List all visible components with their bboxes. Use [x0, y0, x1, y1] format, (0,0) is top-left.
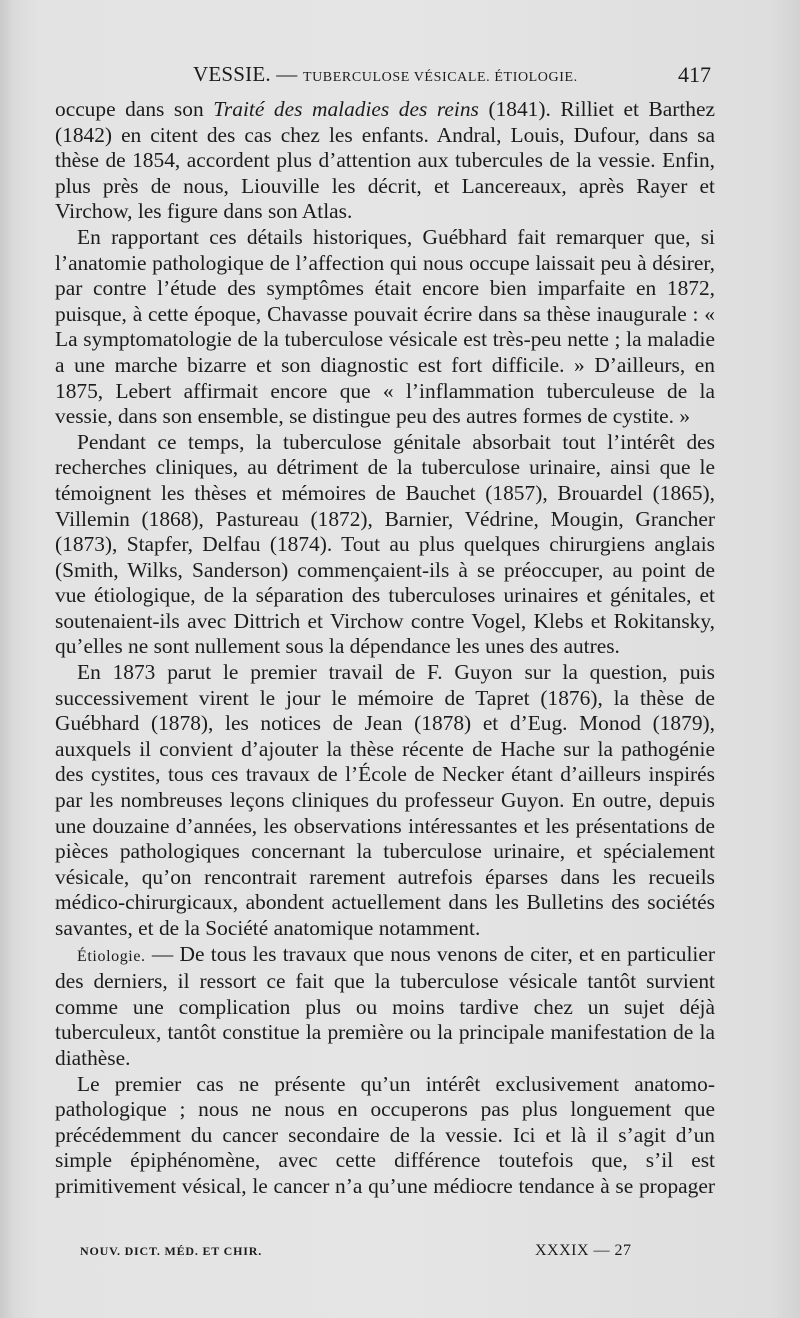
paragraph-3: Pendant ce temps, la tuberculose génitale absorbait tout l’intérêt des recherches cliniques, au détriment de la tuberculose urinaire, ainsi que le témoignent les thèses et mémoires de Bauchet (1857), Brouardel (1865), Villemin (1868), Pastureau (1872), Barnier, Védrine, Mougin, Grancher (1873), Stapfer, Delfau (1874). Tout au plus quelques chirurgiens anglais (Smith, Wilks, Sanderson) commençaient-ils à se préoccuper, au point de vue étiologique, de la séparation des tuberculoses urinaires et génitales, et soutenaient-ils avec Dittrich et Virchow contre Vogel, Klebs et Rokitansky, qu’elles ne sont nullement sous la dépendance les unes des autres.: [55, 429, 715, 659]
footer-signature: NOUV. DICT. MÉD. ET CHIR.: [80, 1244, 263, 1258]
body-text: [55, 97, 715, 1200]
paragraph-1: [55, 97, 715, 225]
paragraph-4: En 1873 parut le premier travail de F. Guyon sur la question, puis successivement virent le jour le mémoire de Tapret (1876), la thèse de Guébhard (1878), les notices de Jean (1878) et d’Eug. Monod (1879), auxquels il convient d’ajouter la thèse récente de Hache sur la pathogénie des cystites, tous ces travaux de l’École de Necker étant d’ailleurs inspirés par les nombreuses leçons cliniques du professeur Guyon. En outre, depuis une douzaine d’années, les observations intéressantes et les présentations de pièces pathologiques concernant la tuberculose urinaire, et spécialement vésicale, qu’on rencontrait rarement autrefois éparses dans les recueils médico-chirurgicaux, abondent actuellement dans les Bulletins des sociétés savantes, et de la Société anatomique notamment.: [55, 660, 715, 940]
running-header: [55, 62, 715, 88]
paragraph-5-text: — De tous les travaux que nous venons de citer, et en particulier des derniers, il ressort ce fait que la tuberculose vésicale tantôt survient comme une complication plus ou moins tardive chez un sujet déjà tuberculeux, tantôt constitue la première ou la principale manifestation de la diathèse.: [55, 941, 715, 1070]
paragraph-1-start: occupe dans son: [55, 97, 214, 121]
paragraph-5: [55, 942, 715, 1072]
header-title-main: VESSIE. —: [193, 62, 298, 86]
header-title-sub: TUBERCULOSE VÉSICALE. ÉTIOLOGIE.: [302, 70, 578, 85]
paragraph-2: En rapportant ces détails historiques, Guébhard fait remarquer que, si l’anatomie pathologique de l’affection qui nous occupe laissait peu à désirer, par contre l’étude des symptômes était encore bien imparfaite en 1872, puisque, à cette époque, Chavasse pouvait écrire dans sa thèse inaugurale : « La symptomatologie de la tuberculose vésicale est très-peu nette ; la maladie a une marche bizarre et son diagnostic est fort difficile. » D’ailleurs, en 1875, Lebert affirmait encore que « l’inflammation tuberculeuse de la vessie, dans son ensemble, se distingue peu des autres formes de cystite. »: [55, 224, 715, 429]
section-label-etiologie: Étiologie.: [77, 947, 146, 965]
page-number: 417: [678, 62, 711, 87]
paragraph-6: Le premier cas ne présente qu’un intérêt exclusivement anatomo-pathologique ; nous ne nous en occuperons pas plus longuement que précédemment du cancer secondaire de la vessie. Ici et là il s’agit d’un simple épiphénomène, avec cette différence toutefois que, s’il est primitivement vésical, le cancer n’a qu’une médiocre tendance à se propager: [55, 1071, 715, 1198]
book-title-italic: Traité des maladies des reins: [213, 97, 479, 121]
page-footer: [80, 1242, 680, 1264]
footer-volume: XXXIX — 27: [535, 1242, 632, 1259]
running-title: [193, 62, 578, 87]
paragraph-1-rest: (1841). Rilliet et Barthez (1842) en citent des cas chez les enfants. Andral, Louis, Dufour, dans sa thèse de 1854, accordent plus d’attention aux tubercules de la vessie. Enfin, plus près de nous, Liouville les décrit, et Lancereaux, après Rayer et Virchow, les figure dans son Atlas.: [55, 97, 715, 224]
